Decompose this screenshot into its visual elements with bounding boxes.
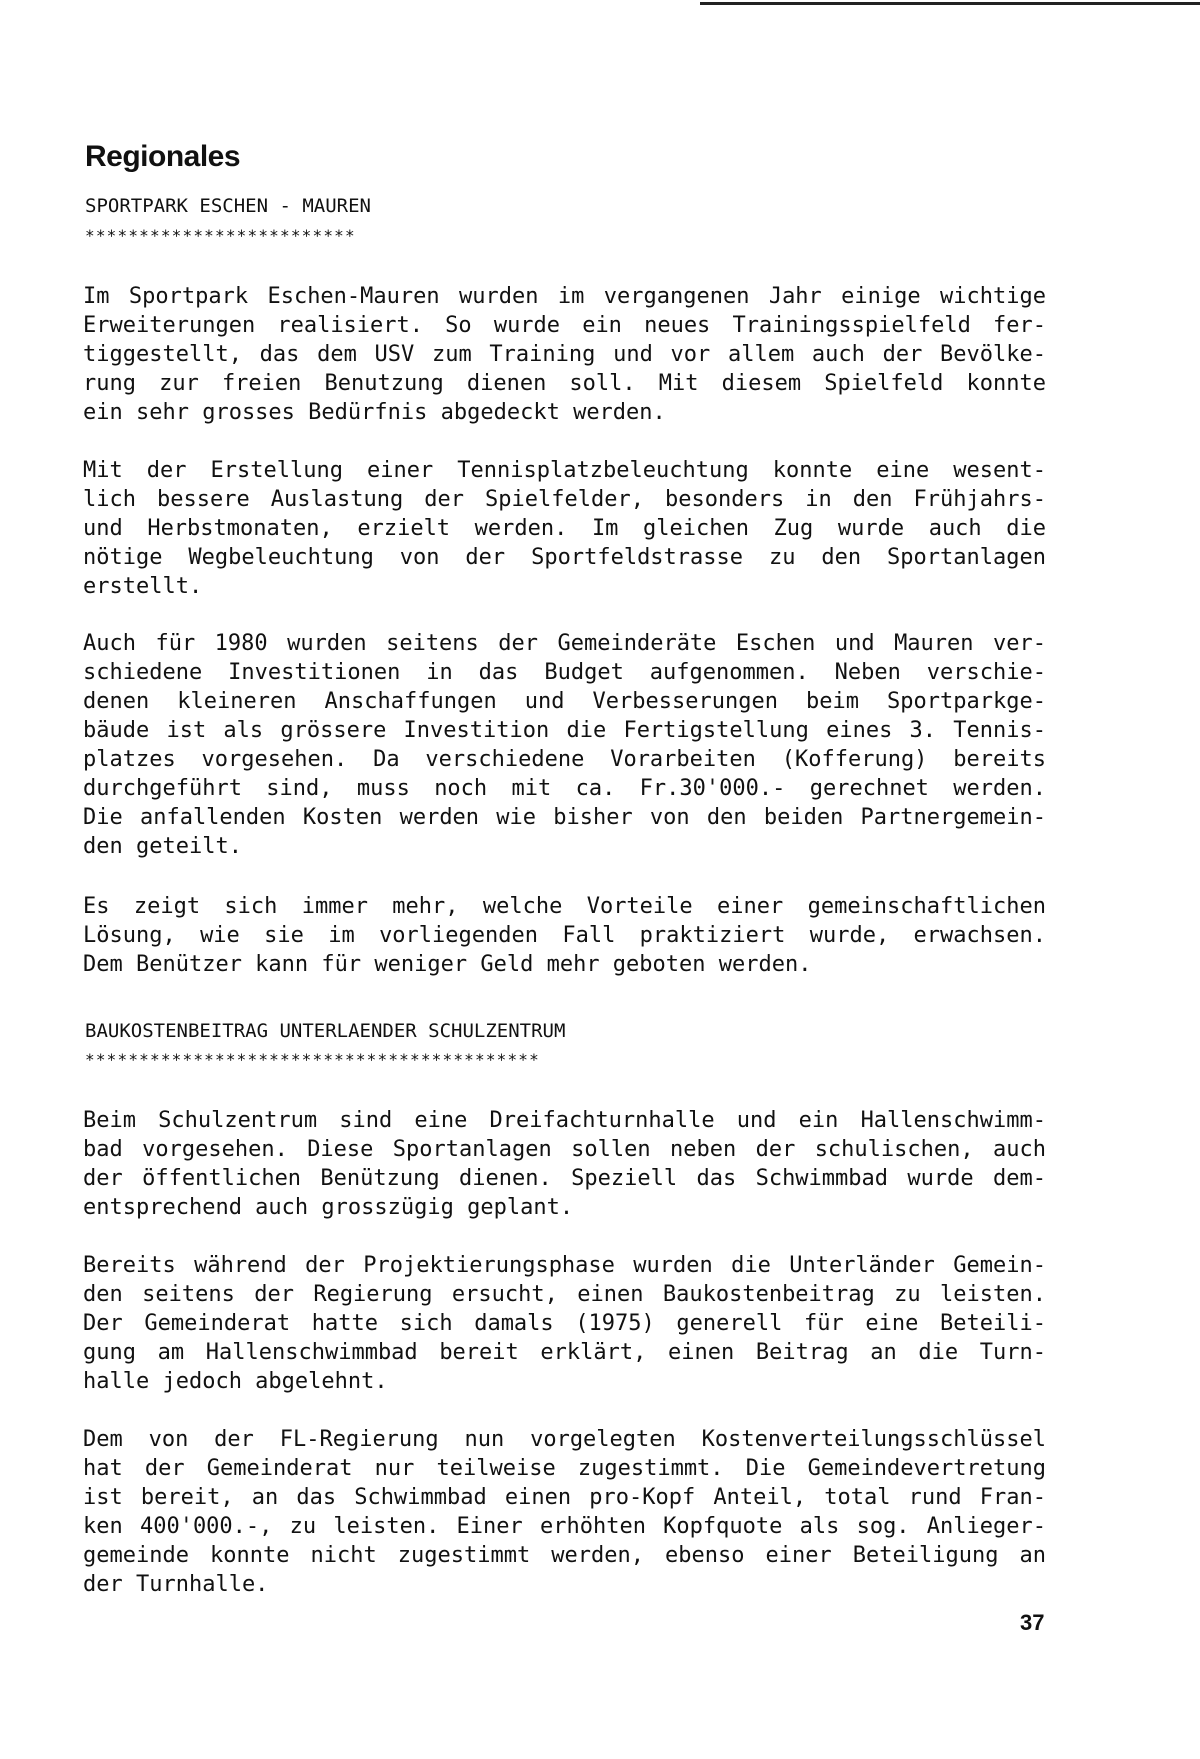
text-line: bad vorgesehen. Diese Sportanlagen sollen neben der schulischen, auch (83, 1137, 1046, 1162)
paragraph (83, 629, 1046, 861)
paragraph (83, 1425, 1046, 1599)
section-title-baukostenbeitrag: BAUKOSTENBEITRAG UNTERLAENDER SCHULZENTRUM (85, 1020, 566, 1042)
text-line: platzes vorgesehen. Da verschiedene Vorarbeiten (Kofferung) bereits (83, 747, 1046, 772)
section-underline-sportpark: ************************* (85, 226, 356, 245)
text-line: bäude ist als grössere Investition die Fertigstellung eines 3. Tennis- (83, 718, 1046, 743)
section-title-sportpark: SPORTPARK ESCHEN - MAUREN (85, 195, 371, 217)
text-line: gung am Hallenschwimmbad bereit erklärt, einen Beitrag an die Turn- (83, 1340, 1046, 1365)
text-line: den geteilt. (83, 834, 242, 859)
text-line: ken 400'000.-, zu leisten. Einer erhöhten Kopfquote als sog. Anlieger- (83, 1514, 1046, 1539)
paragraph (83, 1106, 1046, 1222)
text-line: schiedene Investitionen in das Budget aufgenommen. Neben verschie- (83, 660, 1046, 685)
top-rule (700, 2, 1200, 5)
text-line: der Turnhalle. (83, 1572, 269, 1597)
text-line: erstellt. (83, 574, 203, 599)
text-line: denen kleineren Anschaffungen und Verbesserungen beim Sportparkge- (83, 689, 1046, 714)
text-line: durchgeführt sind, muss noch mit ca. Fr.30'000.- gerechnet werden. (83, 776, 1046, 801)
text-line: Lösung, wie sie im vorliegenden Fall praktiziert wurde, erwachsen. (83, 923, 1046, 948)
text-line: Die anfallenden Kosten werden wie bisher von den beiden Partnergemein- (83, 805, 1046, 830)
paragraph (83, 456, 1046, 601)
text-line: Es zeigt sich immer mehr, welche Vorteile einer gemeinschaftlichen (83, 894, 1046, 919)
text-line: Der Gemeinderat hatte sich damals (1975) generell für eine Beteili- (83, 1311, 1046, 1336)
text-line: der öffentlichen Benützung dienen. Speziell das Schwimmbad wurde dem- (83, 1166, 1046, 1191)
text-line: entsprechend auch grosszügig geplant. (83, 1195, 574, 1220)
text-line: Auch für 1980 wurden seitens der Gemeinderäte Eschen und Mauren ver- (83, 631, 1046, 656)
text-line: Beim Schulzentrum sind eine Dreifachturnhalle und ein Hallenschwimm- (83, 1108, 1046, 1133)
text-line: den seitens der Regierung ersucht, einen Baukostenbeitrag zu leisten. (83, 1282, 1046, 1307)
text-line: gemeinde konnte nicht zugestimmt werden, ebenso einer Beteiligung an (83, 1543, 1046, 1568)
text-line: Dem Benützer kann für weniger Geld mehr geboten werden. (83, 952, 812, 977)
paragraph (83, 282, 1046, 427)
text-line: halle jedoch abgelehnt. (83, 1369, 388, 1394)
text-line: ein sehr grosses Bedürfnis abgedeckt werden. (83, 400, 666, 425)
text-line: hat der Gemeinderat nur teilweise zugestimmt. Die Gemeindevertretung (83, 1456, 1046, 1481)
text-line: Im Sportpark Eschen-Mauren wurden im vergangenen Jahr einige wichtige (83, 284, 1046, 309)
text-line: ist bereit, an das Schwimmbad einen pro-Kopf Anteil, total rund Fran- (83, 1485, 1046, 1510)
paragraph (83, 892, 1046, 979)
text-line: tiggestellt, das dem USV zum Training und vor allem auch der Bevölke- (83, 342, 1046, 367)
text-line: rung zur freien Benutzung dienen soll. Mit diesem Spielfeld konnte (83, 371, 1046, 396)
text-line: und Herbstmonaten, erzielt werden. Im gleichen Zug wurde auch die (83, 516, 1046, 541)
text-line: nötige Wegbeleuchtung von der Sportfeldstrasse zu den Sportanlagen (83, 545, 1046, 570)
paragraph (83, 1251, 1046, 1396)
text-line: Bereits während der Projektierungsphase wurden die Unterländer Gemein- (83, 1253, 1046, 1278)
text-line: lich bessere Auslastung der Spielfelder, besonders in den Frühjahrs- (83, 487, 1046, 512)
text-line: Erweiterungen realisiert. So wurde ein neues Trainingsspielfeld fer- (83, 313, 1046, 338)
section-underline-baukostenbeitrag: ****************************************** (85, 1050, 540, 1069)
page-number: 37 (1020, 1610, 1045, 1635)
text-line: Dem von der FL-Regierung nun vorgelegten Kostenverteilungsschlüssel (83, 1427, 1046, 1452)
text-line: Mit der Erstellung einer Tennisplatzbeleuchtung konnte eine wesent- (83, 458, 1046, 483)
page-heading: Regionales (85, 140, 241, 173)
